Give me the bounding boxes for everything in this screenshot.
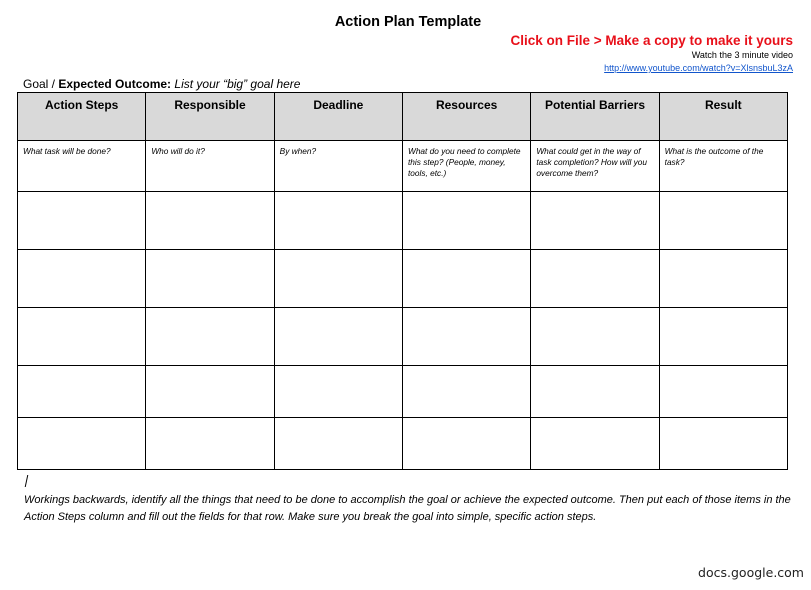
- table-cell[interactable]: [402, 308, 530, 366]
- table-cell[interactable]: [402, 366, 530, 418]
- header-potential-barriers: Potential Barriers: [531, 93, 659, 141]
- table-cell[interactable]: [18, 418, 146, 470]
- table-cell[interactable]: [402, 250, 530, 308]
- table-cell[interactable]: [146, 192, 274, 250]
- document-title: Action Plan Template: [334, 14, 482, 30]
- source-watermark: docs.google.com: [698, 565, 804, 580]
- table-cell[interactable]: [274, 308, 402, 366]
- header-row: [18, 93, 788, 141]
- hint-cell[interactable]: What is the outcome of the task?: [659, 141, 787, 192]
- header-responsible: Responsible: [146, 93, 274, 141]
- table-cell[interactable]: [531, 192, 659, 250]
- table-cell[interactable]: [402, 192, 530, 250]
- table-cell[interactable]: [274, 418, 402, 470]
- goal-line: [23, 77, 300, 91]
- table-row: [18, 366, 788, 418]
- hint-cell[interactable]: What task will be done?: [18, 141, 146, 192]
- table-cell[interactable]: [531, 308, 659, 366]
- action-plan-table: [17, 92, 788, 470]
- table-row: [18, 308, 788, 366]
- header-deadline: Deadline: [274, 93, 402, 141]
- make-copy-instruction: Click on File > Make a copy to make it yours: [510, 33, 793, 48]
- table-cell[interactable]: [274, 192, 402, 250]
- table-cell[interactable]: [531, 418, 659, 470]
- table-cell[interactable]: [659, 250, 787, 308]
- table-cell[interactable]: [146, 418, 274, 470]
- table-cell[interactable]: [274, 366, 402, 418]
- hint-cell[interactable]: Who will do it?: [146, 141, 274, 192]
- goal-label: Goal /: [23, 77, 59, 91]
- table-row: [18, 250, 788, 308]
- table-cell[interactable]: [18, 308, 146, 366]
- table-cell[interactable]: [18, 366, 146, 418]
- table-cell[interactable]: [18, 250, 146, 308]
- instructions-text: Workings backwards, identify all the things that need to be done to accomplish the goal or achieve the expected outcome. Then put each of those items in the Action Steps column and fill out the fields for that row. Make sure you break the goal into simple, specific action steps.: [24, 494, 791, 523]
- video-link[interactable]: http://www.youtube.com/watch?v=XlsnsbuL3zA: [604, 63, 793, 73]
- table-cell[interactable]: [659, 308, 787, 366]
- table-cell[interactable]: [531, 250, 659, 308]
- table-cell[interactable]: [531, 366, 659, 418]
- table-cell[interactable]: [659, 418, 787, 470]
- hint-cell[interactable]: What could get in the way of task completion? How will you overcome them?: [531, 141, 659, 192]
- table-cell[interactable]: [18, 192, 146, 250]
- table-cell[interactable]: [146, 366, 274, 418]
- hint-row: [18, 141, 788, 192]
- table-cell[interactable]: [274, 250, 402, 308]
- text-cursor: [25, 475, 29, 487]
- header-action-steps: Action Steps: [18, 93, 146, 141]
- table-cell[interactable]: [146, 250, 274, 308]
- hint-cell[interactable]: What do you need to complete this step? (People, money, tools, etc.): [402, 141, 530, 192]
- video-note: Watch the 3 minute video: [691, 50, 793, 60]
- table-cell[interactable]: [402, 418, 530, 470]
- hint-cell[interactable]: By when?: [274, 141, 402, 192]
- table-cell[interactable]: [146, 308, 274, 366]
- table-row: [18, 418, 788, 470]
- table-row: [18, 192, 788, 250]
- expected-outcome-label: Expected Outcome:: [58, 77, 172, 91]
- table-cell[interactable]: [659, 366, 787, 418]
- goal-value[interactable]: List your “big” goal here: [174, 77, 301, 91]
- table-cell[interactable]: [659, 192, 787, 250]
- header-result: Result: [659, 93, 787, 141]
- header-resources: Resources: [402, 93, 530, 141]
